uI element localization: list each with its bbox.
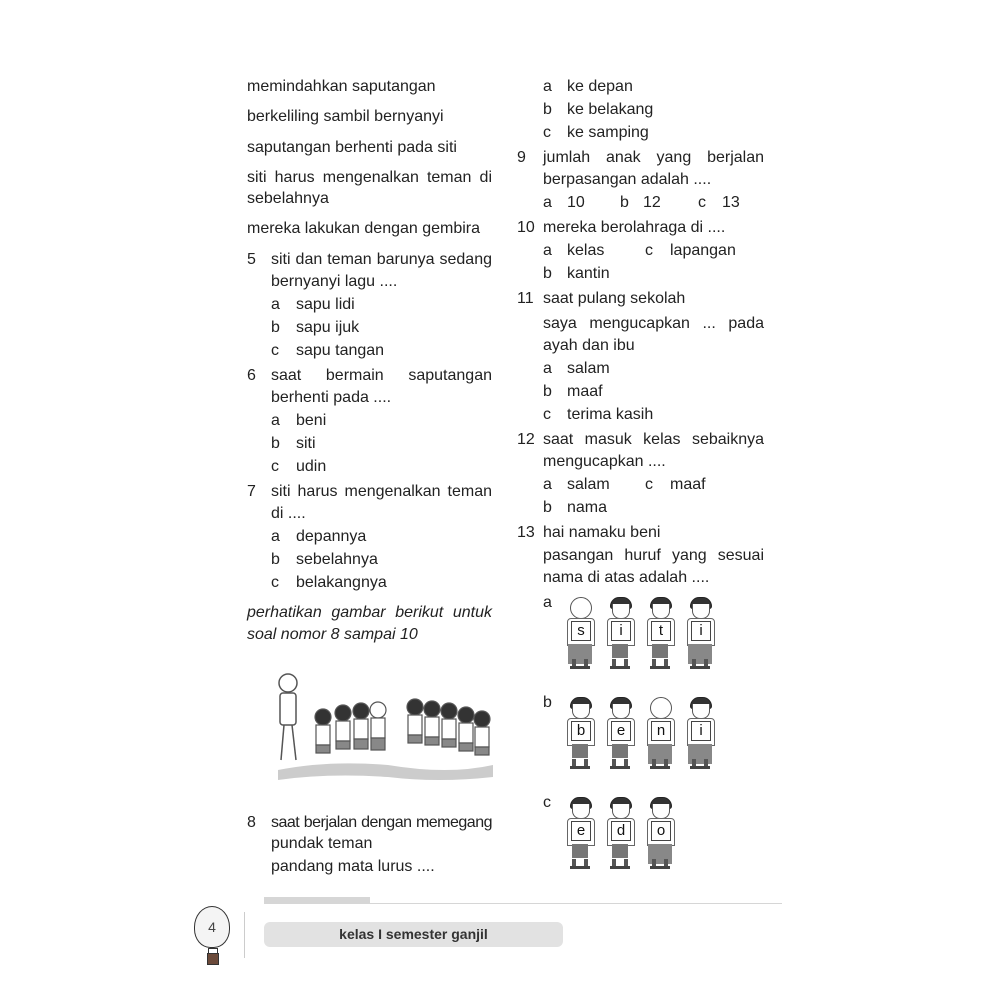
child-figure — [603, 597, 637, 672]
question-text: mengucapkan .... — [543, 453, 666, 470]
option-text: terima kasih — [567, 406, 654, 423]
option-letter: b — [271, 551, 280, 568]
option-letter: b — [271, 319, 280, 336]
option-text: sapu tangan — [296, 342, 385, 359]
option-letter: a — [543, 594, 552, 611]
letter-card: o — [651, 821, 671, 841]
question-text: nama di atas adalah .... — [543, 569, 710, 586]
question-text: siti harus mengenalkan teman — [271, 483, 492, 500]
instruction-text: soal nomor 8 sampai 10 — [247, 626, 418, 643]
question-text: di .... — [271, 505, 306, 522]
option-letter: a — [543, 476, 552, 493]
children-walking-illustration — [268, 665, 498, 785]
intro-line: mereka lakukan dengan gembira — [247, 220, 481, 237]
option-letter: a — [543, 78, 552, 95]
option-text: sapu lidi — [296, 296, 355, 313]
option-text: beni — [296, 412, 327, 429]
question-text: siti dan teman barunya sedang — [271, 251, 492, 268]
option-text: ke samping — [567, 124, 649, 141]
footer-title: kelas I semester ganjil — [264, 922, 563, 947]
balloon-icon — [194, 906, 232, 966]
option-letter: c — [271, 574, 279, 591]
question-text: pundak teman — [271, 835, 373, 852]
option-text: siti — [296, 435, 316, 452]
question-number: 12 — [517, 431, 535, 448]
child-figure — [603, 697, 637, 772]
option-letter: c — [698, 194, 706, 211]
option-letter: c — [543, 794, 551, 811]
option-text: salam — [567, 476, 610, 493]
child-figure — [563, 697, 597, 772]
question-number: 11 — [517, 290, 534, 307]
option-text: maaf — [670, 476, 706, 493]
option-letter: c — [645, 476, 653, 493]
instruction-text: perhatikan gambar berikut untuk — [247, 604, 492, 621]
intro-line: saputangan berhenti pada siti — [247, 139, 457, 156]
child-figure — [643, 597, 677, 672]
question-text: saya mengucapkan ... pada — [543, 315, 764, 332]
letter-card: b — [571, 721, 591, 741]
option-letter: b — [543, 383, 552, 400]
question-text: saat pulang sekolah — [543, 290, 686, 307]
option-letter: a — [271, 412, 280, 429]
question-number: 6 — [247, 367, 256, 384]
question-text: pandang mata lurus .... — [271, 858, 435, 875]
intro-line: berkeliling sambil bernyanyi — [247, 108, 444, 125]
letter-card: t — [651, 621, 671, 641]
letter-card: i — [691, 721, 711, 741]
intro-line: siti harus mengenalkan teman di — [247, 169, 492, 186]
child-figure — [603, 797, 637, 872]
question-text: saat bermain saputangan — [271, 367, 492, 384]
question-text: berpasangan adalah .... — [543, 171, 712, 188]
footer-divider — [244, 912, 245, 958]
option-text: udin — [296, 458, 327, 475]
option-letter: a — [543, 242, 552, 259]
child-figure — [643, 697, 677, 772]
letter-card: i — [611, 621, 631, 641]
child-figure — [563, 797, 597, 872]
letter-card: e — [571, 821, 591, 841]
question-text: berhenti pada .... — [271, 389, 392, 406]
question-text: mereka berolahraga di .... — [543, 219, 726, 236]
option-text: nama — [567, 499, 608, 516]
option-letter: b — [543, 101, 552, 118]
option-letter: c — [271, 342, 279, 359]
question-text: bernyanyi lagu .... — [271, 273, 398, 290]
question-text: jumlah anak yang berjalan — [543, 149, 764, 166]
option-text: maaf — [567, 383, 603, 400]
option-text: belakangnya — [296, 574, 387, 591]
option-letter: c — [543, 124, 551, 141]
letter-card: n — [651, 721, 671, 741]
option-text: ke depan — [567, 78, 633, 95]
child-figure — [563, 597, 597, 672]
option-letter: a — [271, 296, 280, 313]
question-text: hai namaku beni — [543, 524, 661, 541]
question-text: saat berjalan dengan memegang — [271, 814, 492, 831]
letter-card: s — [571, 621, 591, 641]
footer-rule — [264, 903, 782, 904]
question-text: ayah dan ibu — [543, 337, 635, 354]
option-text: 10 — [567, 194, 585, 211]
option-text: 12 — [643, 194, 661, 211]
option-text: depannya — [296, 528, 367, 545]
option-text: kelas — [567, 242, 605, 259]
option-letter: a — [543, 194, 552, 211]
option-text: ke belakang — [567, 101, 654, 118]
option-letter: a — [271, 528, 280, 545]
child-figure — [683, 697, 717, 772]
option-letter: b — [543, 265, 552, 282]
option-text: lapangan — [670, 242, 736, 259]
page-number: 4 — [194, 906, 230, 948]
option-letter: b — [271, 435, 280, 452]
question-number: 8 — [247, 814, 256, 831]
intro-line: sebelahnya — [247, 190, 329, 207]
child-figure — [683, 597, 717, 672]
option-letter: b — [543, 499, 552, 516]
option-text: kantin — [567, 265, 610, 282]
option-text: salam — [567, 360, 610, 377]
letter-card: d — [611, 821, 631, 841]
option-letter: b — [543, 694, 552, 711]
question-text: pasangan huruf yang sesuai — [543, 547, 764, 564]
option-text: sapu ijuk — [296, 319, 360, 336]
option-letter: b — [620, 194, 629, 211]
option-text: sebelahnya — [296, 551, 378, 568]
option-letter: c — [271, 458, 279, 475]
question-number: 7 — [247, 483, 256, 500]
letter-card: e — [611, 721, 631, 741]
child-figure — [643, 797, 677, 872]
option-letter: c — [543, 406, 551, 423]
question-number: 10 — [517, 219, 535, 236]
letter-card: i — [691, 621, 711, 641]
option-letter: a — [543, 360, 552, 377]
question-number: 13 — [517, 524, 535, 541]
option-letter: c — [645, 242, 653, 259]
question-number: 5 — [247, 251, 256, 268]
question-text: saat masuk kelas sebaiknya — [543, 431, 764, 448]
question-number: 9 — [517, 149, 526, 166]
child-group — [315, 699, 490, 755]
option-text: 13 — [722, 194, 740, 211]
intro-line: memindahkan saputangan — [247, 78, 436, 95]
